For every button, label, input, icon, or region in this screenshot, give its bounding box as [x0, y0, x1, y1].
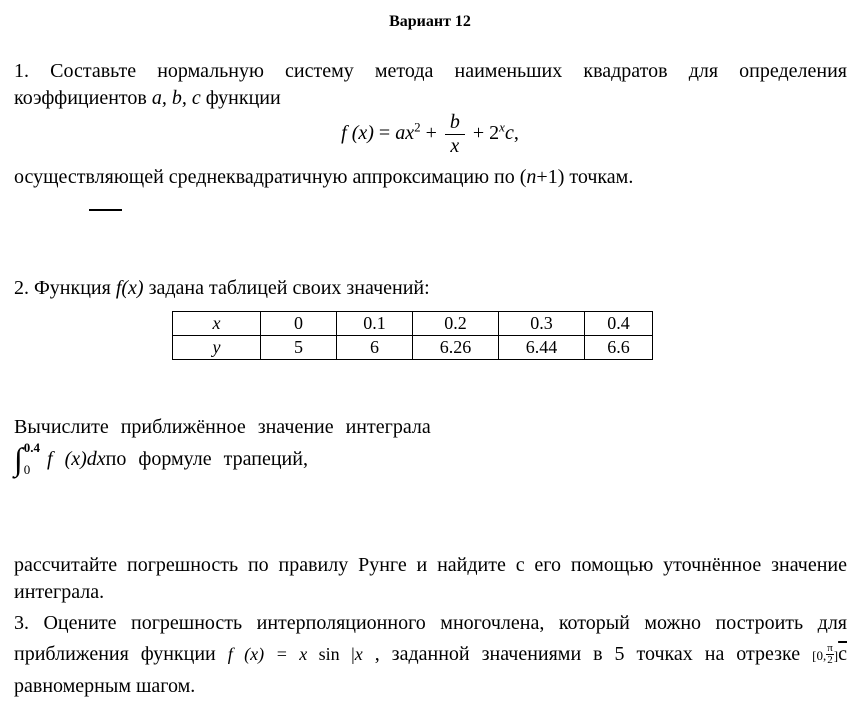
fraction-b-over-x: [445, 112, 465, 157]
plus-operator-1: +: [420, 122, 442, 145]
table-cell: y: [173, 336, 261, 360]
fraction-denominator: x: [450, 135, 460, 157]
sin-function: sin: [307, 644, 352, 664]
item2-heading: [14, 277, 430, 300]
item3-formula-left: f (x) = x: [227, 644, 308, 664]
overlined-letter-s: с: [838, 643, 847, 665]
integral-expression: [14, 441, 45, 477]
item3-formula-x: x: [354, 644, 363, 664]
integral-paragraph-line2: [14, 440, 308, 478]
term-ax: ax: [395, 122, 415, 145]
equals-sign: =: [373, 122, 396, 145]
exponent-2: 2: [414, 119, 421, 135]
plus-operator-2: + 2: [467, 122, 500, 145]
item1-cont-end: +1) точкам.: [536, 166, 634, 188]
integral-paragraph-line1: Вычислите приближённое значение интеграла: [14, 416, 431, 438]
table-cell: x: [173, 312, 261, 336]
variable-n: n: [526, 166, 537, 188]
item1-paragraph: [14, 58, 847, 112]
interval-open-bracket: [0,: [812, 648, 827, 663]
item1-cont-text: осуществляющей среднеквадратичную аппроксимацию по (: [14, 166, 527, 188]
item2-text: 2. Функция: [14, 277, 116, 299]
integral-lower-limit: 0: [23, 462, 31, 477]
runge-paragraph: рассчитайте погрешность по правилу Рунге и найдите с его помощью уточнённое значение интеграла.: [14, 554, 847, 603]
interval-close-bracket: ]: [833, 648, 839, 663]
table-cell: 0.4: [585, 312, 653, 336]
interval-fraction-denominator: 2: [827, 654, 833, 666]
integral-limits: [24, 441, 40, 477]
short-rule: [89, 209, 122, 211]
table-cell: 6.44: [499, 336, 585, 360]
table-row-y: [173, 336, 653, 360]
formula-least-squares: [0, 112, 860, 157]
integral-upper-limit: 0.4: [23, 440, 41, 455]
table-cell: 6.26: [413, 336, 499, 360]
function-fx: f(x): [115, 277, 144, 299]
item3-text-mid: , заданной значениями в 5 точках на отрезке: [362, 643, 813, 665]
item1-text-end: функции: [200, 87, 281, 109]
table-cell: 0: [261, 312, 337, 336]
integrand: f (x)dx: [47, 447, 106, 470]
integral-text-rest: по формуле трапеций,: [105, 447, 308, 470]
table-cell: 5: [261, 336, 337, 360]
item3-text-end: равномерным шагом.: [14, 675, 196, 697]
item1-continuation: [14, 166, 633, 189]
item2-text-end: задана таблицей своих значений:: [143, 277, 430, 299]
values-table: [172, 311, 653, 360]
table-row-x: [173, 312, 653, 336]
table-cell: 0.1: [337, 312, 413, 336]
coefficients-abc: a, b, c: [151, 87, 201, 109]
item3-paragraph: [14, 608, 847, 702]
page-title: Вариант 12: [389, 13, 471, 30]
table-cell: 0.3: [499, 312, 585, 336]
table-cell: 6.6: [585, 336, 653, 360]
table-cell: 0.2: [413, 312, 499, 336]
interval-fraction-pi-over-2: [826, 643, 834, 666]
exponent-x: x: [499, 119, 505, 135]
integral-sign: ∫: [14, 441, 23, 477]
values-table-wrapper: [172, 311, 653, 360]
bar-glyph: |: [351, 644, 355, 664]
term-c: c: [504, 122, 514, 145]
formula-fx: f (x): [341, 122, 374, 145]
formula-comma: ,: [513, 122, 519, 145]
fraction-numerator: b: [445, 112, 465, 135]
item3-text: 3. Оцените погрешность интерполяционного многочлена, который можно построить для приближения функции: [14, 612, 847, 665]
interval-fraction-numerator: π: [827, 642, 833, 654]
item1-text: 1. Составьте нормальную систему метода наименьших квадратов для определения коэффициентов: [14, 60, 847, 109]
table-cell: 6: [337, 336, 413, 360]
